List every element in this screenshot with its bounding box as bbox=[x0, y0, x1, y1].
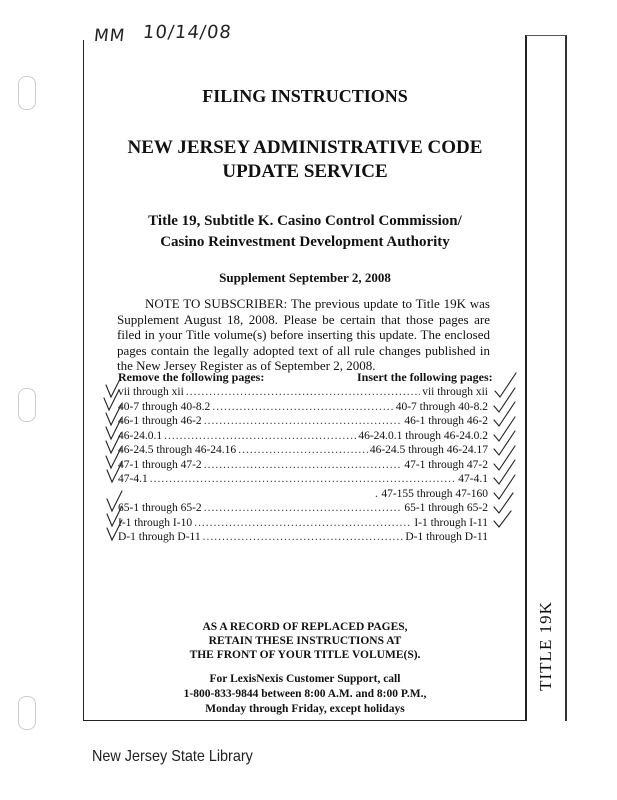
list-item: 65-1 through 65-2 ..... 65-1 through 65-2 bbox=[118, 501, 488, 516]
check-left-4 bbox=[106, 419, 121, 439]
handwritten-initials: MM bbox=[92, 26, 127, 46]
section-title-line2: Casino Reinvestment Development Authority bbox=[160, 234, 450, 250]
list-item: 47-1 through 47-2 ..... 47-1 through 47-2 bbox=[118, 458, 488, 473]
check-right-10 bbox=[494, 511, 511, 527]
list-item: 47-4.1 ..... 47-4.1 bbox=[118, 472, 488, 487]
handwritten-date: 10/14/08 bbox=[141, 22, 233, 43]
support-line-3: Monday through Friday, except holidays bbox=[205, 703, 405, 715]
list-item: 46-24.5 through 46-24.16 ..... 46-24.5 through 46-24.17 bbox=[118, 443, 488, 458]
check-right-2 bbox=[494, 388, 515, 412]
list-item: vii through xii ..... vii through xii bbox=[118, 385, 488, 400]
list-item: 40-7 through 40-8.2 ..... 40-7 through 40-8.2 bbox=[118, 400, 488, 415]
title-tab-label: TITLE 19K bbox=[536, 601, 555, 691]
list-item: 46-1 through 46-2 ..... 46-1 through 46-2 bbox=[118, 414, 488, 429]
check-left-5 bbox=[106, 433, 121, 453]
list-item: 46-24.0.1 ..... 46-24.0.1 through 46-24.0.2 bbox=[118, 429, 488, 444]
check-left-10 bbox=[107, 520, 122, 540]
insert-header: Insert the following pages: bbox=[357, 370, 493, 384]
check-left-6 bbox=[106, 448, 121, 468]
record-line-3: THE FRONT OF YOUR TITLE VOLUME(S). bbox=[189, 649, 421, 661]
check-left-8 bbox=[107, 491, 122, 511]
service-title: UPDATE SERVICE bbox=[222, 161, 388, 182]
record-line-2: RETAIN THESE INSTRUCTIONS AT bbox=[208, 635, 402, 647]
support-line-2: 1-800-833-9844 between 8:00 A.M. and 8:00 P.M., bbox=[183, 688, 427, 700]
remove-header: Remove the following pages: bbox=[118, 370, 265, 384]
list-item: ..... 47-155 through 47-160 bbox=[118, 487, 488, 502]
check-right-6 bbox=[494, 446, 515, 470]
check-right-1 bbox=[495, 373, 516, 397]
record-line-1: AS A RECORD OF REPLACED PAGES, bbox=[202, 621, 408, 633]
list-item: D-1 through D-11 ..... D-1 through D-11 bbox=[118, 530, 488, 545]
support-line-1: For LexisNexis Customer Support, call bbox=[209, 673, 401, 685]
check-right-4 bbox=[494, 417, 515, 441]
supplement-date: Supplement September 2, 2008 bbox=[219, 270, 391, 285]
library-stamp: New Jersey State Library bbox=[92, 748, 253, 765]
check-left-1 bbox=[106, 377, 121, 397]
check-left-2 bbox=[104, 390, 119, 410]
section-title-line1: Title 19, Subtitle K. Casino Control Commission/ bbox=[148, 213, 462, 229]
code-title: NEW JERSEY ADMINISTRATIVE CODE bbox=[127, 137, 483, 158]
subscriber-note: NOTE TO SUBSCRIBER: The previous update to Title 19K was Supplement August 18, 2008. Please be certain that those pages are filed in your Title volume(s) before inserting this update. The enclosed pages contain the legally adopted text of all rule changes published in the New Jersey Register as of September 2, 2008. bbox=[117, 296, 490, 373]
page-title: FILING INSTRUCTIONS bbox=[202, 86, 408, 106]
check-left-9 bbox=[107, 506, 122, 526]
list-item: I-1 through I-10 ..... I-1 through I-11 bbox=[118, 516, 488, 531]
